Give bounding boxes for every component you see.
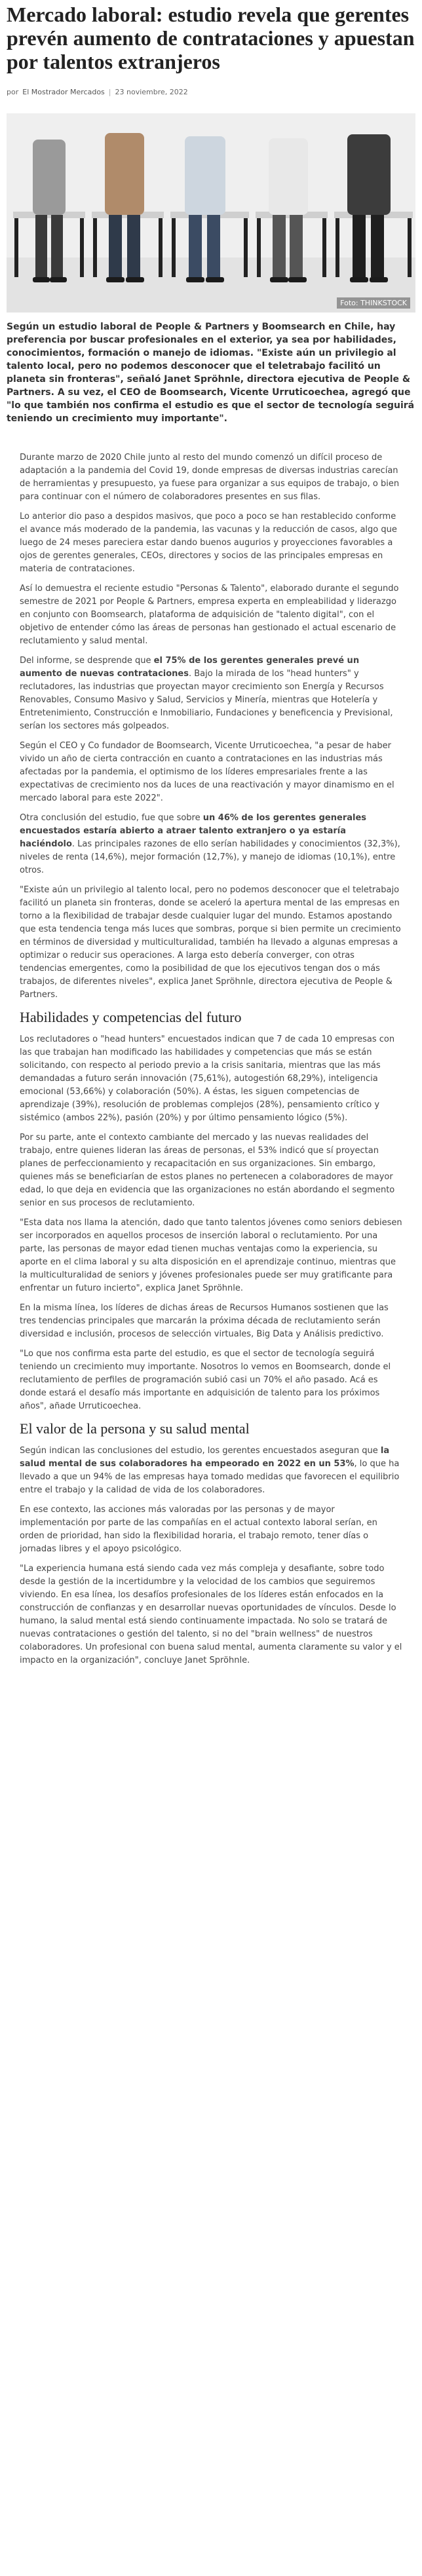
paragraph: En la misma línea, los líderes de dichas áreas de Recursos Humanos sostienen que las tres tendencias principales que marcarán la próxima década de reclutamiento serán diversidad e inclusión, procesos de selección virtuales, Big Data y Análisis predictivo. bbox=[20, 1303, 389, 1339]
paragraph: Durante marzo de 2020 Chile junto al resto del mundo comenzó un difícil proceso de adaptación a la pandemia del Covid 19, donde empresas de diversas industrias carecían de herramientas y presupuesto, ya fuese para organizar a sus equipos de trabajo, o bien para continuar con el número de colaboradores presentes en sus filas. bbox=[20, 453, 400, 502]
paragraph: Lo anterior dio paso a despidos masivos, que poco a poco se han restablecido conforme el avance más moderado de la pandemia, las vacunas y la reducción de casos, algo que luego de 24 meses pareciera estar dando buenos augurios y proyecciones favorables a ojos de gerentes generales, CEOs, directores y socios de las principales empresas en materia de contrataciones. bbox=[20, 512, 397, 574]
paragraph-text: , lo que ha llevado a que un 94% de las empresas haya tomado medidas que favorecen el equilibrio entre el trabajo y la calidad de vida de los colaboradores. bbox=[20, 1459, 400, 1495]
paragraph-text: Del informe, se desprende que bbox=[20, 656, 154, 666]
paragraph: Por su parte, ante el contexto cambiante del mercado y las nuevas realidades del trabajo, entre quienes lideran las áreas de personas, el 53% indicó que sí proyectan planes de perfeccionamiento y recapacitación en sus organizaciones. Sin embargo, quienes más se beneficiarían de estos planes no pertenecen a colaboradores de mayor edad, lo que deja en evidencia que las organizaciones no están abordando el segmento senior en sus procesos de reclutamiento. bbox=[20, 1133, 395, 1208]
byline-prefix: por bbox=[7, 88, 19, 96]
article-lead: Según un estudio laboral de People & Partners y Boomsearch en Chile, hay preferencia por buscar profesionales en el exterior, ya sea por habilidades, conocimientos, formación o manejo de idiomas. "Existe aún un privilegio al talento local, pero no podemos desconocer que el teletrabajo facilitó un planeta sin fronteras", señaló Janet Spröhnle, directora ejecutiva de People & Partners. A su vez, el CEO de Boomsearch, Vicente Urruticoechea, agregó que "lo que también nos confirma el estudio es que el sector de tecnología seguirá teniendo un crecimiento muy importante". bbox=[7, 322, 415, 424]
paragraph bbox=[20, 1445, 402, 1497]
quote-paragraph: "La experiencia humana está siendo cada vez más compleja y desafiante, sobre todo desde la gestión de la incertidumbre y la velocidad de los cambios que seguiremos viviendo. En esa línea, los desafíos profesionales de los líderes están enfocados en la construcción de confianzas y en desarrollar nuevas oportunidades de vínculos. Desde lo humano, la salud mental está siendo continuamente impactada. No solo se tratará de nuevas contrataciones o gestión del talento, si no del "brain wellness" de nuestros colaboradores. Un profesional con buena salud mental, aumenta claramente su valor y el impacto en la organización", concluye Janet Spröhnle. bbox=[20, 1564, 402, 1665]
byline bbox=[7, 88, 415, 96]
paragraph bbox=[20, 654, 402, 733]
quote-paragraph: "Existe aún un privilegio al talento local, pero no podemos desconocer que el teletrabajo facilitó un planeta sin fronteras, donde se aceleró la apertura mental de las empresas en torno a la flexibilidad de trabajar desde cualquier lugar del mundo. Estamos apostando que esta tendencia tenga más luces que sombras, porque si bien permite un crecimiento en términos de diversidad y multiculturalidad, también ha llevado a algunas empresas a optimizar o reducir sus operaciones. A larga esto debería converger, con otras tendencias emergentes, como la posibilidad de que los ejecutivos tengan dos o más trabajos, de diferentes niveles", explica Janet Spröhnle, directora ejecutiva de People & Partners. bbox=[20, 885, 401, 1000]
paragraph: Los reclutadores o "head hunters" encuestados indican que 7 de cada 10 empresas con las que trabajan han modificado las habilidades y competencias que más se están solicitando, con respecto al periodo previo a la crisis sanitaria, mientras que las más demandadas a futuro serán innovación (75,61%), autogestión 68,29%), inteligencia emocional (53,66%) y colaboración (50%). A éstas, les siguen competencias de aprendizaje (39%), resolución de problemas complejos (28%), pensamiento crítico y sistémico (ambos 22%), pasión (20%) y por último pensamiento lógico (5%). bbox=[20, 1034, 395, 1123]
photo-credit: Foto: THINKSTOCK bbox=[337, 297, 410, 309]
paragraph-text: . Bajo la mirada de los "head hunters" y reclutadores, las industrias que proyectan mayor crecimiento son Energía y Recursos Renovables, Consumo Masivo y Salud, Servicios y Minería, mientras que Hotelería y Entretenimiento, Construcción e Inmobiliario, Fundaciones y beneficencia y Previsional, serían los sectores más golpeados. bbox=[20, 669, 393, 731]
paragraph-text: . Las principales razones de ello serían habilidades y conocimientos (32,3%), niveles de renta (14,6%), mejor formación (12,7%), y manejo de idiomas (10,1%), entre otros. bbox=[20, 839, 400, 875]
quote-paragraph: "Lo que nos confirma esta parte del estudio, es que el sector de tecnología seguirá teniendo un crecimiento muy importante. Nosotros lo vemos en Boomsearch, donde el reclutamiento de perfiles de programación subió casi un 70% el año pasado. Acá es donde estará el desafío más importante en adquisición de talento para los próximos años", añade Urruticoechea. bbox=[20, 1349, 391, 1411]
quote-paragraph: "Esta data nos llama la atención, dado que tanto talentos jóvenes como seniors debiesen ser incorporados en aquellos procesos de inserción laboral o reclutamiento. Por una parte, las personas de mayor edad tienen muchas ventajas como la experiencia, su aporte en el clima laboral y su alta disposición en el aprendizaje continuo, mientras que la multiculturalidad de seniors y jóvenes profesionales puede ser muy gratificante para enfrentar un futuro incierto", explica Janet Spröhnle. bbox=[20, 1218, 402, 1293]
hero-photo bbox=[7, 113, 415, 313]
article-title: Mercado laboral: estudio revela que gerentes prevén aumento de contrataciones y apuestan por talentos extranjeros bbox=[7, 3, 415, 73]
paragraph: En ese contexto, las acciones más valoradas por las personas y de mayor implementación por parte de las compañías en el actual contexto laboral serían, en orden de prioridad, han sido la flexibilidad horaria, el trabajo remoto, tener días o jornadas libres y el apoyo psicológico. bbox=[20, 1505, 377, 1554]
section-heading: El valor de la persona y su salud mental bbox=[20, 1420, 250, 1437]
article-body bbox=[7, 442, 415, 1680]
highlight-text: el 75% de los gerentes generales prevé un aumento de nuevas contrataciones bbox=[20, 656, 360, 679]
paragraph-text: Según indican las conclusiones del estudio, los gerentes encuestados aseguran que bbox=[20, 1446, 381, 1456]
highlight-text: la salud mental de sus colaboradores ha empeorado en 2022 en un 53% bbox=[20, 1446, 390, 1469]
paragraph-text: Otra conclusión del estudio, fue que sobre bbox=[20, 813, 203, 823]
paragraph bbox=[20, 812, 402, 877]
article bbox=[0, 3, 422, 1680]
publish-date: 23 noviembre, 2022 bbox=[115, 88, 188, 96]
office-chairs-illustration bbox=[7, 113, 415, 313]
byline-divider: | bbox=[108, 88, 111, 96]
author-link[interactable]: El Mostrador Mercados bbox=[22, 88, 105, 96]
highlight-text: un 46% de los gerentes generales encuestados estaría abierto a atraer talento extranjero o ya estaría haciéndolo bbox=[20, 813, 367, 849]
paragraph: Según el CEO y Co fundador de Boomsearch, Vicente Urruticoechea, "a pesar de haber vivido un año de cierta contracción en cuanto a contrataciones en las industrias más afectadas por la pandemia, el optimismo de los líderes empresariales frente a las expectativas de crecimiento nos da luces de una reactivación y mayor dinamismo en el mercado laboral para este 2022". bbox=[20, 741, 394, 803]
section-heading: Habilidades y competencias del futuro bbox=[20, 1009, 242, 1025]
paragraph: Así lo demuestra el reciente estudio "Personas & Talento", elaborado durante el segundo semestre de 2021 por People & Partners, empresa experta en empleabilidad y liderazgo en conjunto con Boomsearch, plataforma de adquisición de "talento digital", con el objetivo de entender cómo las áreas de personas han gestionado el actual escenario de reclutamiento y salud mental. bbox=[20, 584, 399, 646]
